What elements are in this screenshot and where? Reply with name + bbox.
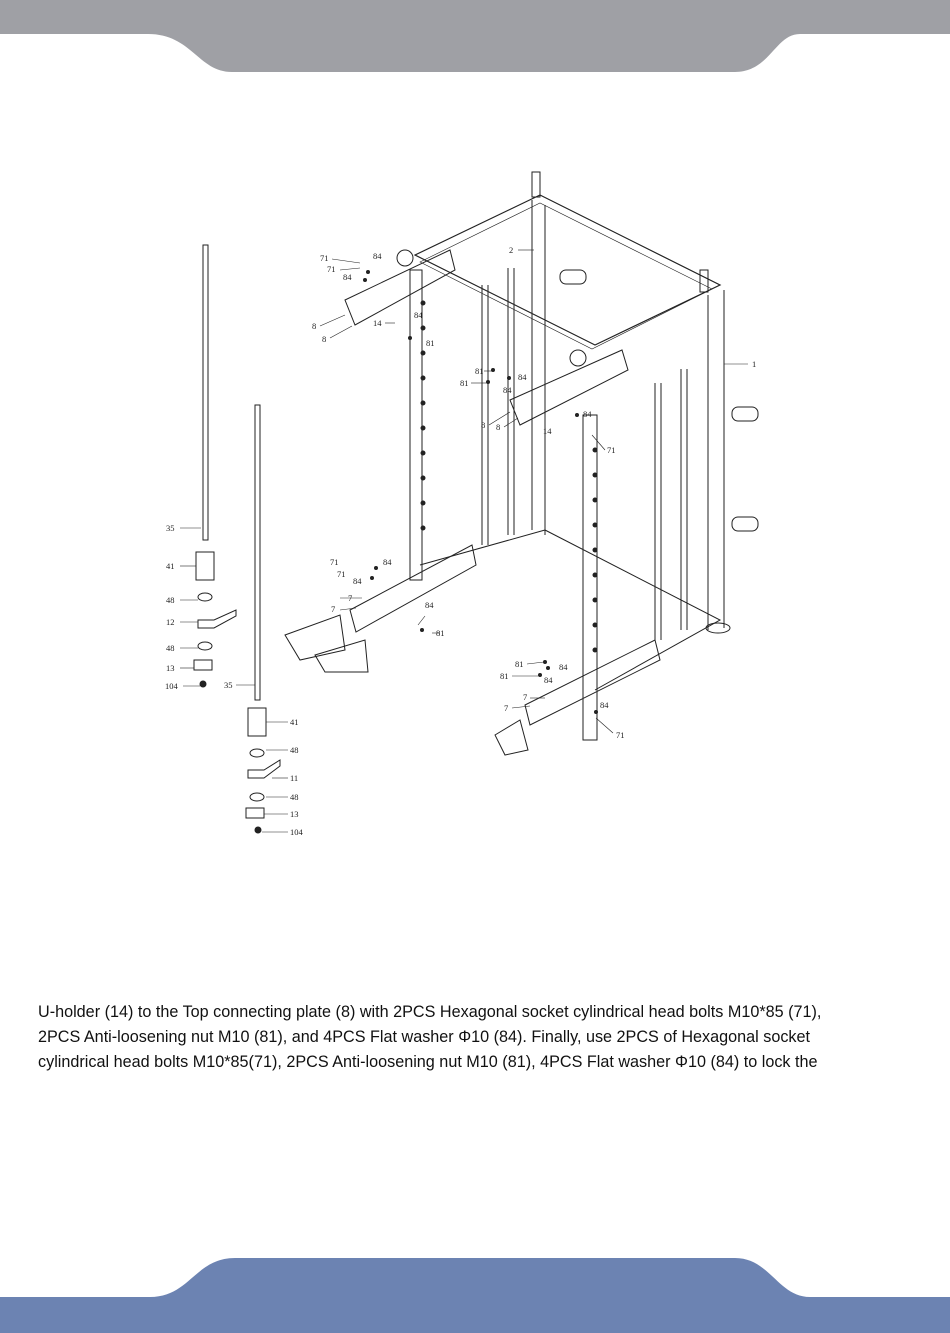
label-81: 81 bbox=[475, 366, 484, 376]
label-48: 48 bbox=[290, 792, 299, 802]
fasteners bbox=[363, 270, 598, 714]
label-84: 84 bbox=[518, 372, 527, 382]
label-81: 81 bbox=[426, 338, 435, 348]
label-2: 2 bbox=[509, 245, 514, 255]
label-35: 35 bbox=[224, 680, 233, 690]
label-71: 71 bbox=[320, 253, 329, 263]
exploded-parts-stack-a bbox=[194, 552, 236, 687]
frame-storage-horns bbox=[560, 270, 758, 531]
instruction-line-1: U-holder (14) to the Top connecting plate (8) with 2PCS Hexagonal socket cylindrical head bolts M10*85 (71), bbox=[38, 1003, 822, 1021]
label-48: 48 bbox=[290, 745, 299, 755]
label-8: 8 bbox=[312, 321, 317, 331]
label-81: 81 bbox=[500, 671, 509, 681]
label-81: 81 bbox=[436, 628, 445, 638]
frame-base bbox=[420, 530, 730, 690]
label-71: 71 bbox=[337, 569, 346, 579]
label-11: 11 bbox=[290, 773, 299, 783]
label-84: 84 bbox=[373, 251, 382, 261]
label-48: 48 bbox=[166, 643, 175, 653]
footer-band-shape bbox=[0, 1258, 950, 1333]
label-84: 84 bbox=[600, 700, 609, 710]
label-48: 48 bbox=[166, 595, 175, 605]
label-104: 104 bbox=[165, 681, 178, 691]
label-84: 84 bbox=[343, 272, 352, 282]
instruction-line-3: cylindrical head bolts M10*85(71), 2PCS Anti-loosening nut M10 (81), 4PCS Flat washer Φ10 (84) to lock the bbox=[38, 1053, 818, 1071]
part-labels bbox=[165, 245, 756, 837]
label-84: 84 bbox=[425, 600, 434, 610]
label-8: 8 bbox=[322, 334, 327, 344]
label-84: 84 bbox=[414, 310, 423, 320]
label-13: 13 bbox=[166, 663, 175, 673]
label-7: 7 bbox=[504, 703, 509, 713]
label-71: 71 bbox=[607, 445, 616, 455]
label-71: 71 bbox=[616, 730, 625, 740]
label-1: 1 bbox=[752, 359, 757, 369]
label-7: 7 bbox=[331, 604, 336, 614]
label-84: 84 bbox=[583, 409, 592, 419]
label-41: 41 bbox=[166, 561, 175, 571]
label-71: 71 bbox=[330, 557, 339, 567]
frame-top bbox=[415, 172, 720, 349]
label-84: 84 bbox=[503, 385, 512, 395]
instruction-line-2: 2PCS Anti-loosening nut M10 (81), and 4PCS Flat washer Φ10 (84). Finally, use 2PCS of Hexagonal socket bbox=[38, 1028, 811, 1046]
label-7: 7 bbox=[523, 692, 528, 702]
label-12: 12 bbox=[166, 617, 175, 627]
label-13: 13 bbox=[290, 809, 299, 819]
label-84: 84 bbox=[544, 675, 553, 685]
label-84: 84 bbox=[353, 576, 362, 586]
label-14: 14 bbox=[373, 318, 382, 328]
label-84: 84 bbox=[383, 557, 392, 567]
label-8: 8 bbox=[481, 420, 486, 430]
label-8: 8 bbox=[496, 422, 501, 432]
frame-guide-rods bbox=[482, 268, 687, 640]
label-84: 84 bbox=[559, 662, 568, 672]
instruction-text bbox=[38, 1000, 943, 1075]
label-71: 71 bbox=[327, 264, 336, 274]
exploded-rods bbox=[203, 245, 260, 700]
label-81: 81 bbox=[460, 378, 469, 388]
label-81: 81 bbox=[515, 659, 524, 669]
label-7: 7 bbox=[348, 593, 353, 603]
label-35: 35 bbox=[166, 523, 175, 533]
label-14: 14 bbox=[543, 426, 552, 436]
leader-lines bbox=[180, 250, 748, 832]
label-41: 41 bbox=[290, 717, 299, 727]
footer-band bbox=[0, 1255, 950, 1333]
label-104: 104 bbox=[290, 827, 303, 837]
